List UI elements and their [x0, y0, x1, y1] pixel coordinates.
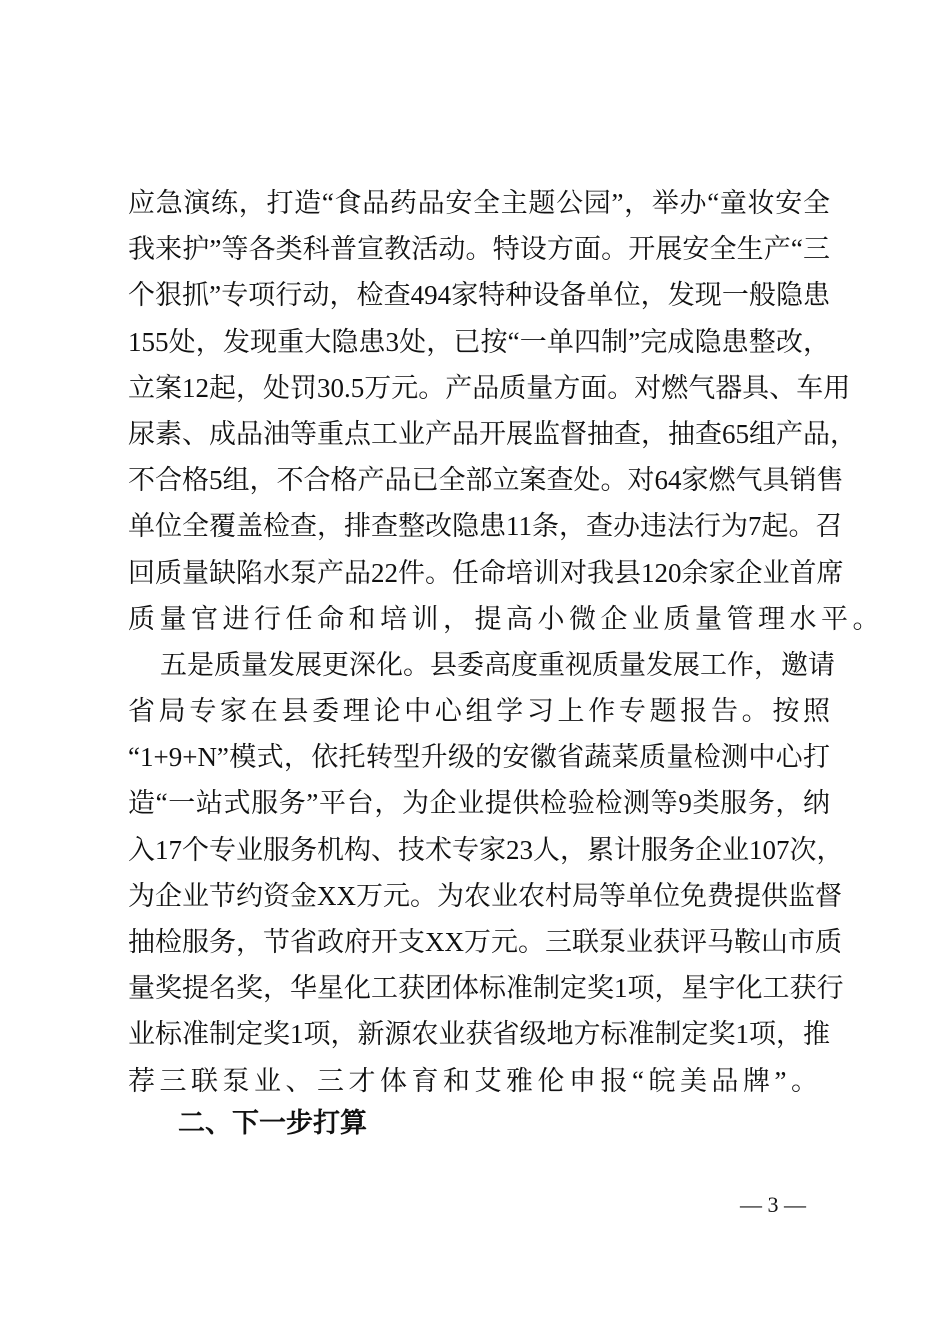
- text-line: 质量官进行任命和培训，提高小微企业质量管理水平。: [128, 603, 884, 634]
- text-line: 个狠抓”专项行动，检查494家特种设备单位，发现一般隐患: [128, 280, 830, 311]
- text-line: 尿素、成品油等重点工业产品开展监督抽查，抽查65组产品，: [128, 418, 857, 449]
- text-line: 应急演练，打造“食品药品安全主题公园”，举办“童妆安全: [128, 188, 830, 218]
- text-line: 155处，发现重大隐患3处，已按“一单四制”完成隐患整改，: [128, 326, 830, 357]
- text-line: 回质量缺陷水泵产品22件。任命培训对我县120余家企业首席: [128, 557, 844, 588]
- text-line: 我来护”等各类科普宣教活动。特设方面。开展安全生产“三: [128, 234, 830, 265]
- text-line: 入17个专业服务机构、技术专家23人，累计服务企业107次，: [128, 834, 844, 865]
- section-heading: 二、下一步打算: [178, 1108, 367, 1139]
- text-line: 省局专家在县委理论中心组学习上作专题报告。按照: [128, 696, 830, 727]
- text-line: 五是质量发展更深化。县委高度重视质量发展工作，邀请: [160, 649, 835, 680]
- text-line: 量奖提名奖，华星化工获团体标准制定奖1项，星宇化工获行: [128, 973, 844, 1004]
- text-line: 立案12起，处罚30.5万元。产品质量方面。对燃气器具、车用: [128, 372, 851, 403]
- text-line: 荐三联泵业、三才体育和艾雅伦申报“皖美品牌”。: [128, 1065, 823, 1096]
- paragraph-1: [128, 180, 884, 642]
- text-line: 不合格5组，不合格产品已全部立案查处。对64家燃气具销售: [128, 465, 844, 496]
- text-line: 业标准制定奖1项，新源农业获省级地方标准制定奖1项，推: [128, 1019, 830, 1050]
- text-line: 为企业节约资金XX万元。为农业农村局等单位免费提供监督: [128, 880, 842, 911]
- text-line: “1+9+N”模式，依托转型升级的安徽省蔬菜质量检测中心打: [128, 742, 830, 773]
- text-line: 抽检服务，节省政府开支XX万元。三联泵业获评马鞍山市质: [128, 927, 842, 957]
- text-line: 单位全覆盖检查，排查整改隐患11条，查办违法行为7起。召: [128, 511, 843, 542]
- text-line: 造“一站式服务”平台，为企业提供检验检测等9类服务，纳: [128, 788, 830, 819]
- page-number: — 3 —: [740, 1192, 806, 1217]
- document-body: [128, 180, 884, 1104]
- paragraph-2: [128, 642, 844, 1104]
